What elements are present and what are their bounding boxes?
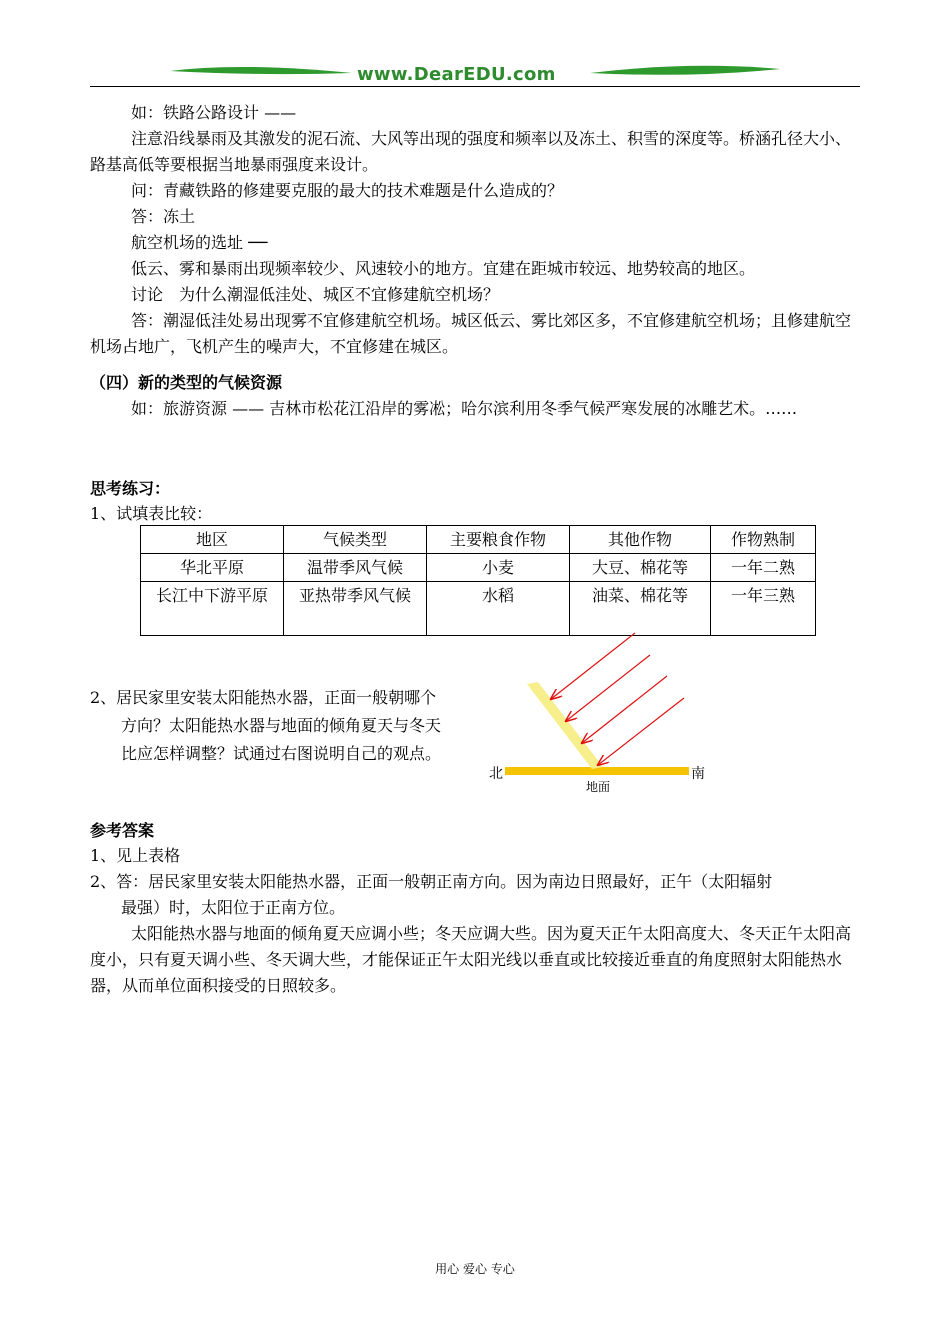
table-row	[141, 554, 816, 582]
comparison-table	[140, 525, 816, 636]
answer-2-paragraph: 太阳能热水器与地面的倾角夏天应调小些；冬天应调大些。因为夏天正午太阳高度大、冬天正午太阳高度小，只有夏天调小些、冬天调大些，才能保证正午太阳光线以垂直或比较接近垂直的角度照射太阳能热水器，从而单位面积接受的日照较多。	[90, 924, 852, 995]
table-header-cell: 主要粮食作物	[427, 526, 570, 554]
table-cell: 华北平原	[141, 554, 284, 582]
table-cell: 一年二熟	[711, 554, 816, 582]
north-label: 北	[489, 766, 503, 782]
header-rule	[90, 86, 860, 87]
solar-heater-diagram	[480, 628, 740, 798]
table-header-row	[141, 526, 816, 554]
sun-ray	[551, 633, 635, 699]
table-cell: 一年三熟	[711, 582, 816, 636]
railway-text: 注意沿线暴雨及其激发的泥石流、大风等出现的强度和频率以及冻土、积雪的深度等。桥涵孔径大小、路基高低等要根据当地暴雨强度来设计。	[90, 129, 852, 174]
exercise-q1: 1、试填表比较：	[90, 504, 213, 523]
exercises-title: 思考练习：	[90, 479, 171, 498]
table-header-cell: 其他作物	[570, 526, 711, 554]
section-four-text: 如：旅游资源 —— 吉林市松花江沿岸的雾凇；哈尔滨利用冬季气候严寒发展的冰雕艺术。……	[131, 399, 798, 418]
page-footer: 用心 爱心 专心	[435, 1262, 515, 1276]
ground-bar	[505, 767, 689, 775]
table-cell: 亚热带季风气候	[284, 582, 427, 636]
answer-2-line: 2、答：居民家里安装太阳能热水器，正面一般朝正南方向。因为南边日照最好，正午（太阳辐射	[90, 872, 773, 891]
table-cell: 小麦	[427, 554, 570, 582]
answer-2-line: 最强）时，太阳位于正南方位。	[121, 898, 346, 917]
table-cell: 油菜、棉花等	[570, 582, 711, 636]
ground-label: 地面	[586, 780, 611, 794]
exercise-q2-line: 2、居民家里安装太阳能热水器，正面一般朝哪个	[90, 688, 437, 707]
discussion-answer: 答：潮湿低洼处易出现雾不宜修建航空机场。城区低云、雾比郊区多，不宜修建航空机场；且修建航空机场占地广，飞机产生的噪声大，不宜修建在城区。	[90, 311, 852, 356]
table-header-cell: 作物熟制	[711, 526, 816, 554]
sun-ray	[566, 655, 650, 721]
table-header-cell: 气候类型	[284, 526, 427, 554]
solar-panel	[527, 682, 603, 769]
railway-heading: 如：铁路公路设计 ——	[131, 103, 297, 122]
question-text: 问：青藏铁路的修建要克服的最大的技术难题是什么造成的？	[131, 181, 564, 200]
section-four-title: （四）新的类型的气候资源	[90, 373, 283, 392]
table-header-cell: 地区	[141, 526, 284, 554]
exercise-q2-line: 比应怎样调整？试通过右图说明自己的观点。	[121, 744, 442, 763]
table-cell: 水稻	[427, 582, 570, 636]
answer-1: 1、见上表格	[90, 846, 181, 865]
airport-text: 低云、雾和暴雨出现频率较少、风速较小的地方。宜建在距城市较远、地势较高的地区。	[131, 259, 756, 278]
sun-ray	[598, 698, 684, 765]
table-cell: 温带季风气候	[284, 554, 427, 582]
site-logo[interactable]: www.DearEDU.com	[357, 64, 556, 85]
exercise-q2	[90, 684, 510, 768]
exercise-q2-line: 方向？太阳能热水器与地面的倾角夏天与冬天	[121, 716, 442, 735]
south-label: 南	[691, 766, 705, 782]
sun-ray	[582, 676, 667, 743]
answer-text: 答：冻土	[131, 207, 196, 226]
airport-heading: 航空机场的选址 ──	[131, 233, 268, 252]
discussion-text: 讨论 为什么潮湿低洼处、城区不宜修建航空机场？	[131, 285, 500, 304]
table-cell: 大豆、棉花等	[570, 554, 711, 582]
table-cell: 长江中下游平原	[141, 582, 284, 636]
answers-title: 参考答案	[90, 821, 155, 840]
